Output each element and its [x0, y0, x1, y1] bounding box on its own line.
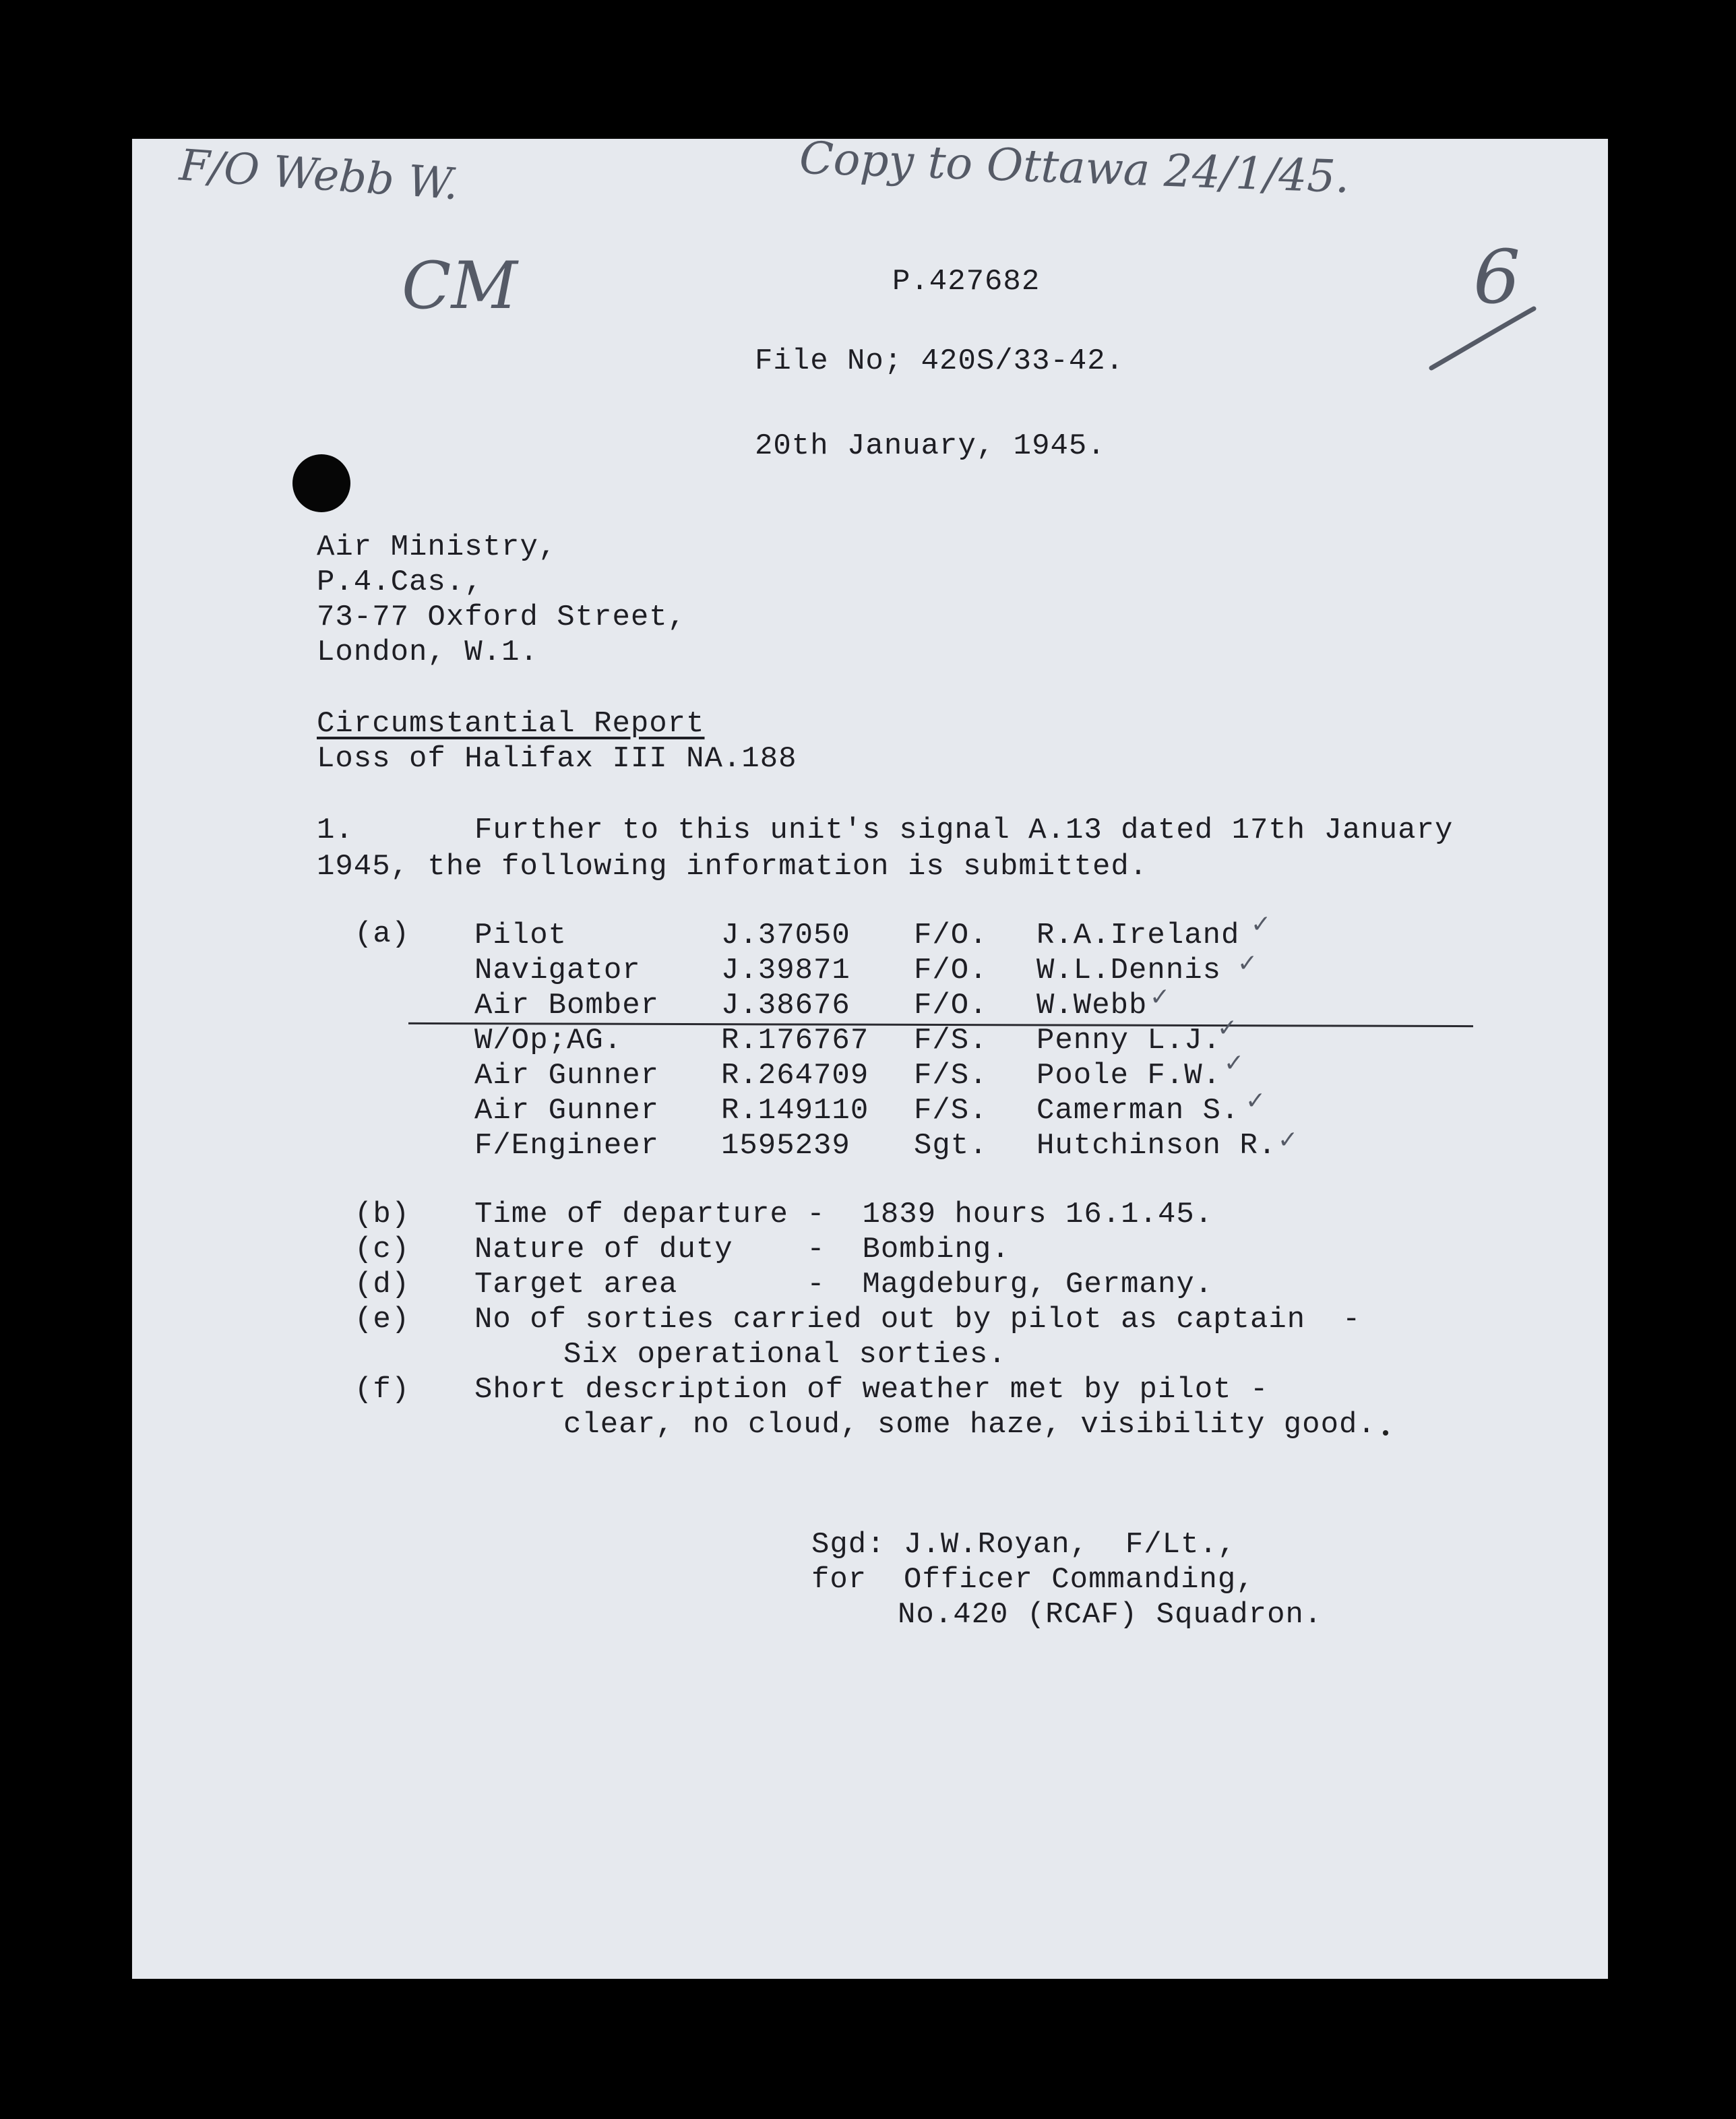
crew-role: Air Gunner — [474, 1059, 660, 1093]
handwritten-name: F/O Webb W. — [177, 140, 460, 210]
crew-rank: F/O. — [914, 954, 988, 987]
address-line: P.4.Cas., — [317, 565, 483, 599]
check-mark: ✓ — [1224, 1049, 1245, 1077]
reference-number: P.427682 — [892, 265, 1041, 299]
address-line: 73-77 Oxford Street, — [317, 601, 687, 634]
item-label-b: (b) — [354, 1198, 410, 1231]
crew-rank: Sgt. — [914, 1129, 988, 1163]
item-label-f: (f) — [354, 1373, 410, 1407]
check-mark: ✓ — [1150, 983, 1171, 1011]
item-text: Nature of duty - Bombing. — [474, 1233, 1010, 1266]
check-mark: ✓ — [1251, 911, 1272, 938]
crew-role: W/Op;AG. — [474, 1024, 623, 1057]
check-mark: ✓ — [1278, 1126, 1299, 1154]
handwritten-copy-note: Copy to Ottawa 24/1/45. — [798, 131, 1351, 204]
crew-service-number: J.37050 — [721, 919, 850, 952]
item-label-d: (d) — [354, 1268, 410, 1301]
crew-role: Pilot — [474, 919, 567, 952]
address-line: London, W.1. — [317, 636, 538, 669]
crew-service-number: 1595239 — [721, 1129, 850, 1163]
crew-name: W.L.Dennis — [1036, 954, 1222, 987]
crew-rank: F/O. — [914, 989, 988, 1022]
stray-mark — [1383, 1430, 1388, 1436]
letter-date: 20th January, 1945. — [755, 429, 1106, 463]
crew-service-number: R.264709 — [721, 1059, 869, 1093]
signature-line: for Officer Commanding, — [811, 1563, 1255, 1597]
document-page — [132, 131, 1608, 1979]
crew-name: W.Webb — [1036, 989, 1148, 1022]
paragraph-text: Further to this unit's signal A.13 dated 17th January — [474, 813, 1454, 847]
crew-name: Penny L.J. — [1036, 1024, 1222, 1057]
crew-service-number: J.39871 — [721, 954, 850, 987]
paragraph-text: 1945, the following information is submitted. — [317, 850, 1148, 884]
item-text: Time of departure - 1839 hours 16.1.45. — [474, 1198, 1214, 1231]
crew-name: R.A.Ireland — [1036, 919, 1240, 952]
crew-service-number: R.149110 — [721, 1094, 869, 1128]
punch-hole — [292, 454, 350, 512]
crew-name: Poole F.W. — [1036, 1059, 1222, 1093]
item-text: Target area - Magdeburg, Germany. — [474, 1268, 1214, 1301]
item-text: No of sorties carried out by pilot as captain - — [474, 1303, 1361, 1337]
crew-rank: F/O. — [914, 919, 988, 952]
crew-rank: F/S. — [914, 1094, 988, 1128]
crew-rank: F/S. — [914, 1024, 988, 1057]
crew-role: F/Engineer — [474, 1129, 660, 1163]
crew-role: Air Gunner — [474, 1094, 660, 1128]
file-number: File No; 420S/33-42. — [755, 344, 1125, 378]
report-subject: Loss of Halifax III NA.188 — [317, 742, 797, 776]
item-label-c: (c) — [354, 1233, 410, 1266]
item-text: Short description of weather met by pilot - — [474, 1373, 1269, 1407]
signature-line: No.420 (RCAF) Squadron. — [898, 1598, 1323, 1632]
handwritten-stroke — [1426, 301, 1541, 375]
check-mark: ✓ — [1245, 1087, 1266, 1115]
crew-service-number: R.176767 — [721, 1024, 869, 1057]
crew-role: Air Bomber — [474, 989, 660, 1022]
item-text: clear, no cloud, some haze, visibility good. — [563, 1408, 1376, 1442]
check-mark: ✓ — [1217, 1014, 1238, 1042]
signature-line: Sgd: J.W.Royan, F/Lt., — [811, 1528, 1237, 1562]
paragraph-number: 1. — [317, 813, 354, 847]
item-text: Six operational sorties. — [563, 1338, 1007, 1372]
crew-name: Hutchinson R. — [1036, 1129, 1277, 1163]
report-title: Circumstantial Report — [317, 707, 705, 741]
crew-name: Camerman S. — [1036, 1094, 1240, 1128]
handwritten-page-number: 6 — [1473, 234, 1520, 320]
crew-rank: F/S. — [914, 1059, 988, 1093]
item-label-a: (a) — [354, 917, 410, 951]
crew-service-number: J.38676 — [721, 989, 850, 1022]
address-line: Air Ministry, — [317, 530, 557, 564]
item-label-e: (e) — [354, 1303, 410, 1337]
check-mark: ✓ — [1237, 950, 1258, 977]
handwritten-initials: CM — [402, 248, 518, 324]
crew-role: Navigator — [474, 954, 641, 987]
